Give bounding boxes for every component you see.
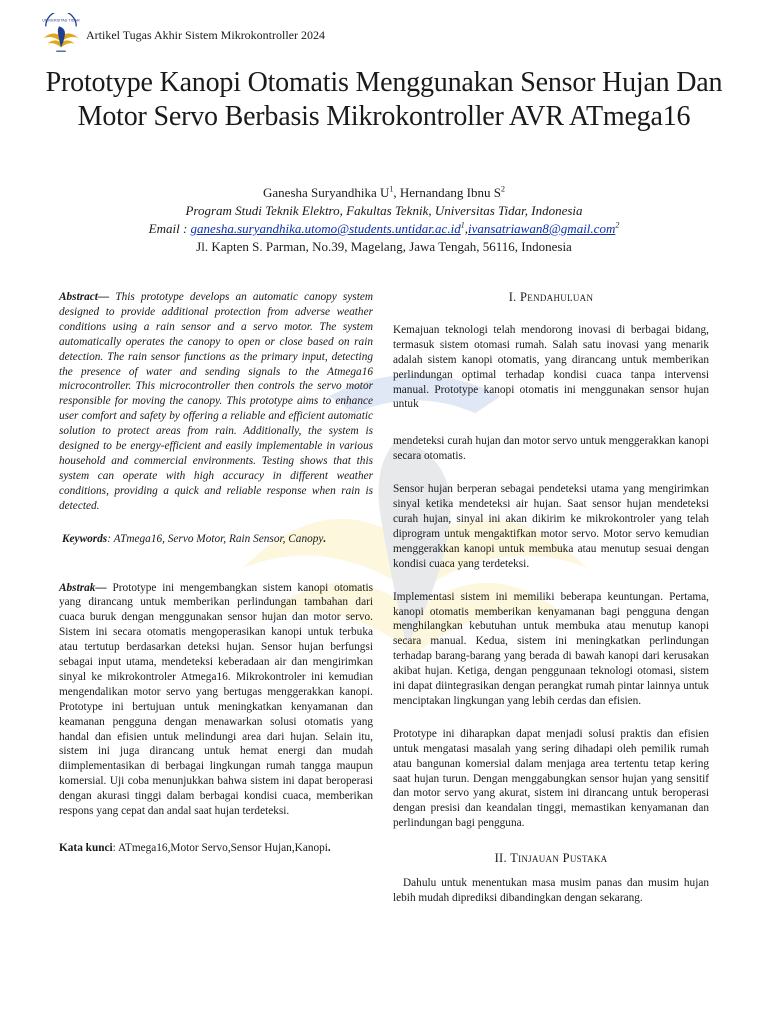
author-sup: 1 xyxy=(389,184,394,194)
abstract-indonesian xyxy=(59,581,373,820)
university-logo xyxy=(40,13,82,55)
keywords-end: . xyxy=(323,532,327,545)
paragraph: Implementasi sistem ini memiliki beberapa keuntungan. Pertama, kanopi otomatis memberikan kenyamanan bagi pengguna dengan menghilangkan kebutuhan untuk membuka atau menutup kanopi secara manual. Kedua, sistem ini meningkatkan perlindungan terhadap barang-barang yang berada di bawah kanopi dari kerusakan akibat hujan. Ketiga, dengan penggunaan teknologi otomasi, sistem ini dapat diintegrasikan dengan perangkat rumah pintar lainnya untuk menciptakan lingkungan yang lebih cerdas dan efisien. xyxy=(393,590,709,707)
right-column xyxy=(393,290,709,920)
kata-kunci-label: Kata kunci xyxy=(59,842,113,854)
keywords-indonesian xyxy=(59,841,373,856)
svg-text:UNIVERSITAS TIDAR: UNIVERSITAS TIDAR xyxy=(42,18,80,23)
email-sup: 1 xyxy=(460,220,465,230)
keywords-label: Keywords xyxy=(62,532,108,545)
address: Jl. Kapten S. Parman, No.39, Magelang, Jawa Tengah, 56116, Indonesia xyxy=(196,239,572,254)
paragraph: Sensor hujan berperan sebagai pendeteksi utama yang mengirimkan sinyal ketika mendeteksi air hujan. Saat sensor hujan mendeteksi curah hujan, sinyal ini akan dikirim ke mikrokontroler yang telah diprogram untuk mengaktifkan motor servo. Motor servo kemudian menggerakkan kanopi untuk membuka atau menutup sesuai dengan kondisi cuaca yang terdeteksi. xyxy=(393,483,709,570)
running-title: Artikel Tugas Akhir Sistem Mikrokontroller 2024 xyxy=(86,27,326,42)
abstract-dash: — xyxy=(97,291,116,303)
affiliation: Program Studi Teknik Elektro, Fakultas Teknik, Universitas Tidar, Indonesia xyxy=(185,203,583,218)
email-link-1[interactable]: ganesha.suryandhika.utomo@students.untidar.ac.id xyxy=(190,221,461,236)
email-label: Email : xyxy=(148,221,191,236)
author-name: Hernandang Ibnu S xyxy=(399,185,501,200)
paragraph: Kemajuan teknologi telah mendorong inovasi di berbagai bidang, termasuk sistem otomasi rumah. Salah satu inovasi yang menarik adalah sistem kanopi otomatis, yang dirancang untuk memberikan perlindungan optimal terhadap kondisi cuaca tanpa intervensi manual. Prototype kanopi otomatis ini menggunakan sensor hujan untuk xyxy=(393,323,709,411)
left-column xyxy=(59,290,373,856)
paper-title: Prototype Kanopi Otomatis Menggunakan Sensor Hujan Dan Motor Servo Berbasis Mikrokontroller AVR ATmega16 xyxy=(45,67,723,132)
abstrak-label: Abstrak xyxy=(59,581,96,594)
section-heading-pendahuluan: I. Pendahuluan xyxy=(508,290,594,304)
email-separator: , xyxy=(464,221,468,236)
kata-kunci-text: : ATmega16,Motor Servo,Sensor Hujan,Kanopi xyxy=(112,842,328,854)
keywords-text: : ATmega16, Servo Motor, Rain Sensor, Canopy xyxy=(107,532,324,545)
abstract-label: Abstract xyxy=(59,291,98,303)
author-name: Ganesha Suryandhika U xyxy=(263,185,390,200)
email-sup: 2 xyxy=(615,220,620,230)
email-line xyxy=(40,220,728,238)
email-link-2[interactable]: ivansatriawan8@gmail.com xyxy=(467,221,616,236)
kata-kunci-end: . xyxy=(327,842,331,854)
paragraph: Prototype ini diharapkan dapat menjadi solusi praktis dan efisien untuk mengatasi masalah yang sering dihadapi oleh pemilik rumah atau bangunan komersial dalam menjaga area tertentu tetap kering saat hujan turun. Dengan menggabungkan sensor hujan yang sensitif dan motor servo yang akurat, sistem ini dirancang untuk beroperasi dengan presisi dan keandalan tinggi, memastikan kenyamanan dan perlindungan bagi pengguna. xyxy=(393,727,709,830)
page-header xyxy=(40,12,325,56)
author-block xyxy=(40,184,728,256)
keywords-english xyxy=(62,532,373,547)
paragraph: mendeteksi curah hujan dan motor servo untuk menggerakkan kanopi secara otomatis. xyxy=(393,435,709,463)
paragraph: Dahulu untuk menentukan masa musim panas dan musim hujan lebih mudah diprediksi dibandingkan dengan sekarang. xyxy=(393,877,709,904)
abstract-english xyxy=(59,290,373,514)
author-separator: , xyxy=(393,185,400,200)
section-heading-tinjauan-pustaka: II. Tinjauan Pustaka xyxy=(494,851,608,866)
abstrak-dash: — xyxy=(95,581,113,594)
author-line xyxy=(40,184,728,202)
author-sup: 2 xyxy=(500,184,505,194)
abstrak-text: Prototype ini mengembangkan sistem kanopi otomatis yang dirancang untuk memberikan perlindungan tambahan dari cuaca buruk dengan menggunakan sensor hujan dan motor servo. Sistem ini secara otomatis mengoperasikan kanopi untuk terbuka atau tertutup berdasarkan deteksi hujan. Sensor hujan berfungsi sebagai input utama, mendeteksi keberadaan air dan mengirimkan sinyal ke mikrokontroler Atmega16. Mikrokontroler ini kemudian mengendalikan motor servo yang bertugas menggerakkan kanopi. Prototype ini bertujuan untuk meningkatkan kenyamanan dan keamanan pengguna dengan menawarkan solusi otomatis yang handal dan efisien untuk melindungi area dari hujan. Selain itu, sistem ini juga dirancang untuk hemat energi dan mudah diimplementasikan di berbagai lingkungan rumah tangga maupun komersial. Uji coba menunjukkan bahwa sistem ini dapat beroperasi dengan akurasi tinggi dalam berbagai kondisi cuaca, memberikan respons yang cepat dan andal saat hujan terdeteksi. xyxy=(59,581,373,818)
abstract-text: This prototype develops an automatic canopy system designed to provide additional protection from adverse weather conditions using a rain sensor and a servo motor. The system automatically operates the canopy to open or close based on rain detection. The rain sensor functions as the primary input, detecting the presence of water and sending signals to the Atmega16 microcontroller. This microcontroller then controls the servo motor responsible for moving the canopy. This prototype aims to enhance user comfort and safety by offering a reliable and efficient automatic solution to protect areas from rain. Additionally, the system is designed to be energy-efficient and easily implementable in various household and commercial environments. Testing shows that this system can operate with high accuracy in different weather conditions, providing a quick and reliable response when rain is detected. xyxy=(59,291,374,512)
